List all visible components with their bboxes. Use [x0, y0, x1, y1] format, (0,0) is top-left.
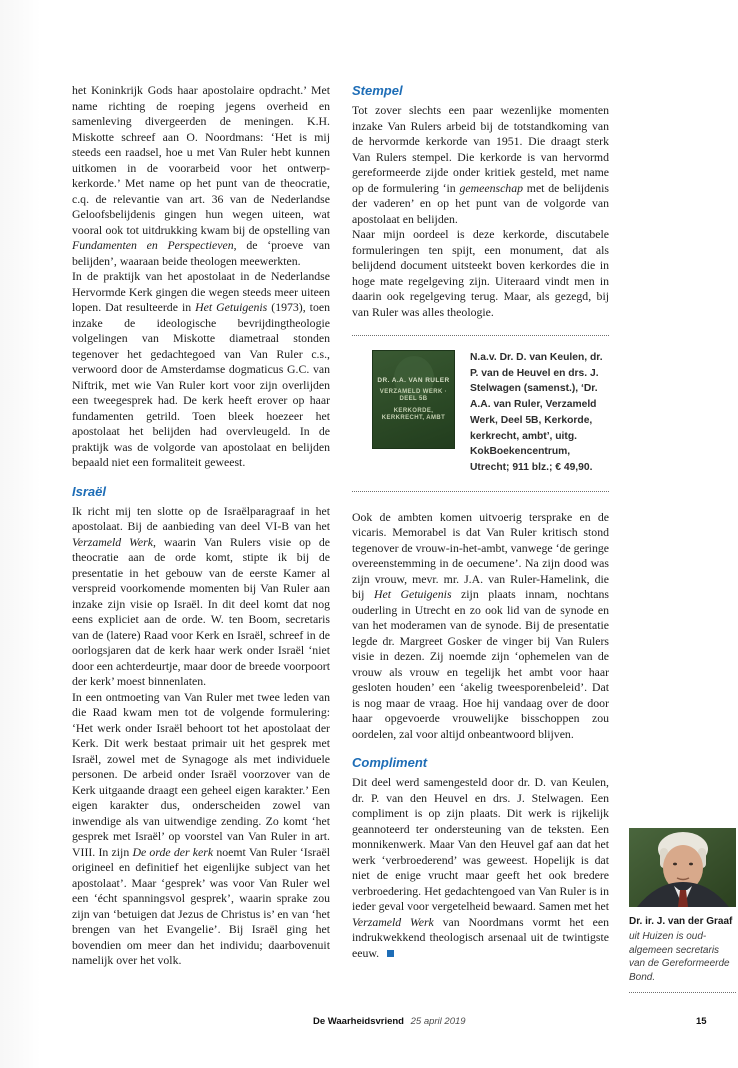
page-number: 15	[696, 1016, 707, 1027]
book-cover-subtitle: KERKORDE, KERKRECHT, AMBT	[381, 408, 446, 421]
paragraph: Ook de ambten komen uitvoerig tersprake en de vicaris. Memorabel is dat Van Ruler kritisch stond tegenover de vrouw-in-het-ambt, vanwege ‘de geringe overeenstemming in de oecumene’. Na zijn dood was zijn vrouw, mevr. mr. J.A. van Ruler-Hamelink, die bij Het Getuigenis zijn plaats innam, nochtans ouderling in Utrecht en zo ook lid van de synode en van het moderamen van de synode. Bij de presentatie legde dr. Margreet Gosker de vinger bij Van Rulers visie in dezen. Zij noemde zijn ‘ophemelen van de vrouw als vrouw en tegelijk het ambt voor haar gesloten houden’ een ‘akelig tweesporenbeleid’. Dat is nog maar de vraag. Hoe hij vandaag over de door haar opgevoerde vrouwelijke bisschoppen zou oordelen, zal voor altijd onbeantwoord blijven.	[352, 509, 610, 741]
paragraph	[352, 775, 609, 961]
dotted-divider	[352, 335, 609, 336]
paragraph: In de praktijk van het apostolaat in de Nederlandse Hervormde Kerk gingen die wegen steeds meer uiteen lopen. Dat resulteerde in Het Getuigenis (1973), toen inzake de ideologische bevrijdingtheologie volgelingen van Miskotte diametraal stonden tegenover het gedachtegoed van Van Ruler c.s., verwoord door de Amsterdamse dogmaticus G.C. van Niftrik, met wie Van Ruler kort voor zijn overlijden een tweegesprek had. De kerk heeft erover op haar fundamenten getrild. Toen bleek hoezeer het apostolaat het belijden had overvleugeld. In de praktijk was de volgorde van apostolaat en belijden bepaald niet een formaliteit geweest.	[72, 269, 330, 469]
dotted-divider	[629, 992, 736, 993]
magazine-title: De Waarheidsvriend	[313, 1016, 404, 1027]
section-heading-stempel: Stempel	[352, 83, 403, 98]
paragraph-text: Dit deel werd samengesteld door dr. D. van Keulen, dr. P. van den Heuvel en drs. J. Stelwagen. Een compliment is op zijn plaats. Dit werk is rijkelijk geannoteerd ter ondersteuning van de teksten. Een monnikenwerk. Maar Van den Heuvel gaf aan dat het werk ‘verbroederend’ was geweest. Hopelijk is dat niet de enige vrucht maar geeft het ook bredere verbroedering. Het gedachtengoed van Van Ruler is in ieder geval voor vergetelheid bewaard. Samen met het Verzameld Werk van Noordmans vormt het een indrukwekkend theologisch arsenaal uit de twintigste eeuw.	[352, 775, 609, 960]
author-box	[629, 828, 736, 993]
book-review-box	[372, 350, 609, 476]
dotted-divider	[352, 491, 609, 492]
book-cover-image	[372, 350, 455, 449]
author-name: Dr. ir. J. van der Graaf	[629, 916, 733, 927]
paragraph: Tot zover slechts een paar wezenlijke momenten inzake Van Rulers arbeid bij de totstandkoming van de hervormde kerkorde van 1951. Die draagt sterk Van Rulers stempel. Die kerkorde is van hervormd gereformeerde zijde onder kritiek gesteld, met name op de formulering ‘in gemeenschap met de belijdenis der vaderen’ en op het punt van de volgorde van apostolaat en belijden.	[352, 103, 609, 226]
page-footer	[0, 1016, 738, 1036]
footer-credit	[313, 1016, 466, 1027]
author-photo	[629, 828, 736, 907]
book-review-caption: N.a.v. Dr. D. van Keulen, dr. P. van de Heuvel en drs. J. Stelwagen (samenst.), ‘Dr. A.A. van Ruler, Verzameld Werk, Deel 5B, Kerkorde, kerkrecht, ambt’, uitg. KokBoekencentrum, Utrecht; 911 blz.; € 49,90.	[470, 352, 603, 473]
section-heading-compliment: Compliment	[352, 755, 428, 771]
end-of-article-marker	[387, 950, 394, 957]
paragraph: Ik richt mij ten slotte op de Israëlparagraaf in het apostolaat. Bij de aanbieding van deel VI-B van het Verzameld Werk, waarin Van Rulers visie op de theocratie aan de orde komt, stipte ik bij de presentatie in het gebouw van de eerste Kamer al verspreid voorkomende momenten bij Van Ruler aan inzake zijn visie op Israël. In dit deel komt dat nog eens expliciet aan de orde. W. ten Boom, secretaris van de (latere) Raad voor Kerk en Israël, schreef in de oorlogsjaren dat de kerk haar werk onder Israël ‘niet door een achterdeurtje, maar door de breede voorpoort der kerk’ moest binnenlaten.	[72, 503, 330, 688]
section-heading-israel: Israël	[72, 483, 106, 499]
author-bio: uit Huizen is oud-algemeen secretaris van de Gereformeerde Bond.	[629, 931, 730, 983]
left-column	[72, 83, 330, 969]
paragraph: het Koninkrijk Gods haar apostolaire opdracht.’ Met name richting de roeping jegens overheid en samenleving divergeerden de meningen. K.H. Miskotte schreef aan O. Noordmans: ‘Het is mij steeds een raadsel, hoe u met Van Ruler hebt kunnen uitkomen in de voorarbeid voor het ontwerp-kerkorde.’ Met name op het punt van de theocratie, c.q. de relevantie van art. 36 van de Nederlandse Geloofsbelijdenis gingen hun wegen uiteen, wat vooral ook tot uitdrukking kwam bij de opstelling van Fundamenten en Perspectieven, de ‘proeve van belijden’, waaraan beide theologen meewerkten.	[72, 83, 330, 268]
issue-date: 25 april 2019	[410, 1016, 466, 1027]
book-cover-subtitle: VERZAMELD WERK · DEEL 5B	[379, 389, 448, 402]
paragraph: Naar mijn oordeel is deze kerkorde, discutabele formuleringen ten spijt, een monument, dat als belijdend document uitsteekt boven kerkordes die in hoge mate regelgeving zijn. Uiteraard vindt men in daarin ook regelgeving terug. Maar, als gezegd, bij van Ruler was alles theologie.	[352, 227, 609, 319]
right-column	[352, 83, 609, 961]
page-edge-shadow	[0, 0, 48, 1068]
paragraph: In een ontmoeting van Van Ruler met twee leden van die Raad kwam men tot de volgende formulering: ‘Het werk onder Israël behoort tot het apostolaat der Kerk. Dit werk bestaat primair uit het gesprek met Israël, zowel met de Synagoge als met individuele personen. De arbeid onder Israël voorzover van de Kerk uitgaande draagt een geheel eigen karakter.’ Een eigen karakter dus, onderscheiden zowel van inwendige als van uitwendige zending. Zo komt ‘het gesprek met Israël’ op voorstel van Van Ruler in art. VIII. In zijn De orde der kerk noemt Van Ruler ‘Israël origineel en definitief het eigenlijke subject van het apostolaat’. Maar ‘gesprek’ was voor Van Ruler wel een ‘écht spanningsvol gesprek’, waarin sprake zou zijn van ‘betuigen dat Jezus de Christus is’ en van ‘het brengen van het Evangelie’. Bij Israël ging het bovendien om meer dan het individu; daarbovenuit namelijk over het volk.	[72, 689, 330, 967]
book-cover-title: DR. A.A. VAN RULER	[377, 377, 450, 384]
